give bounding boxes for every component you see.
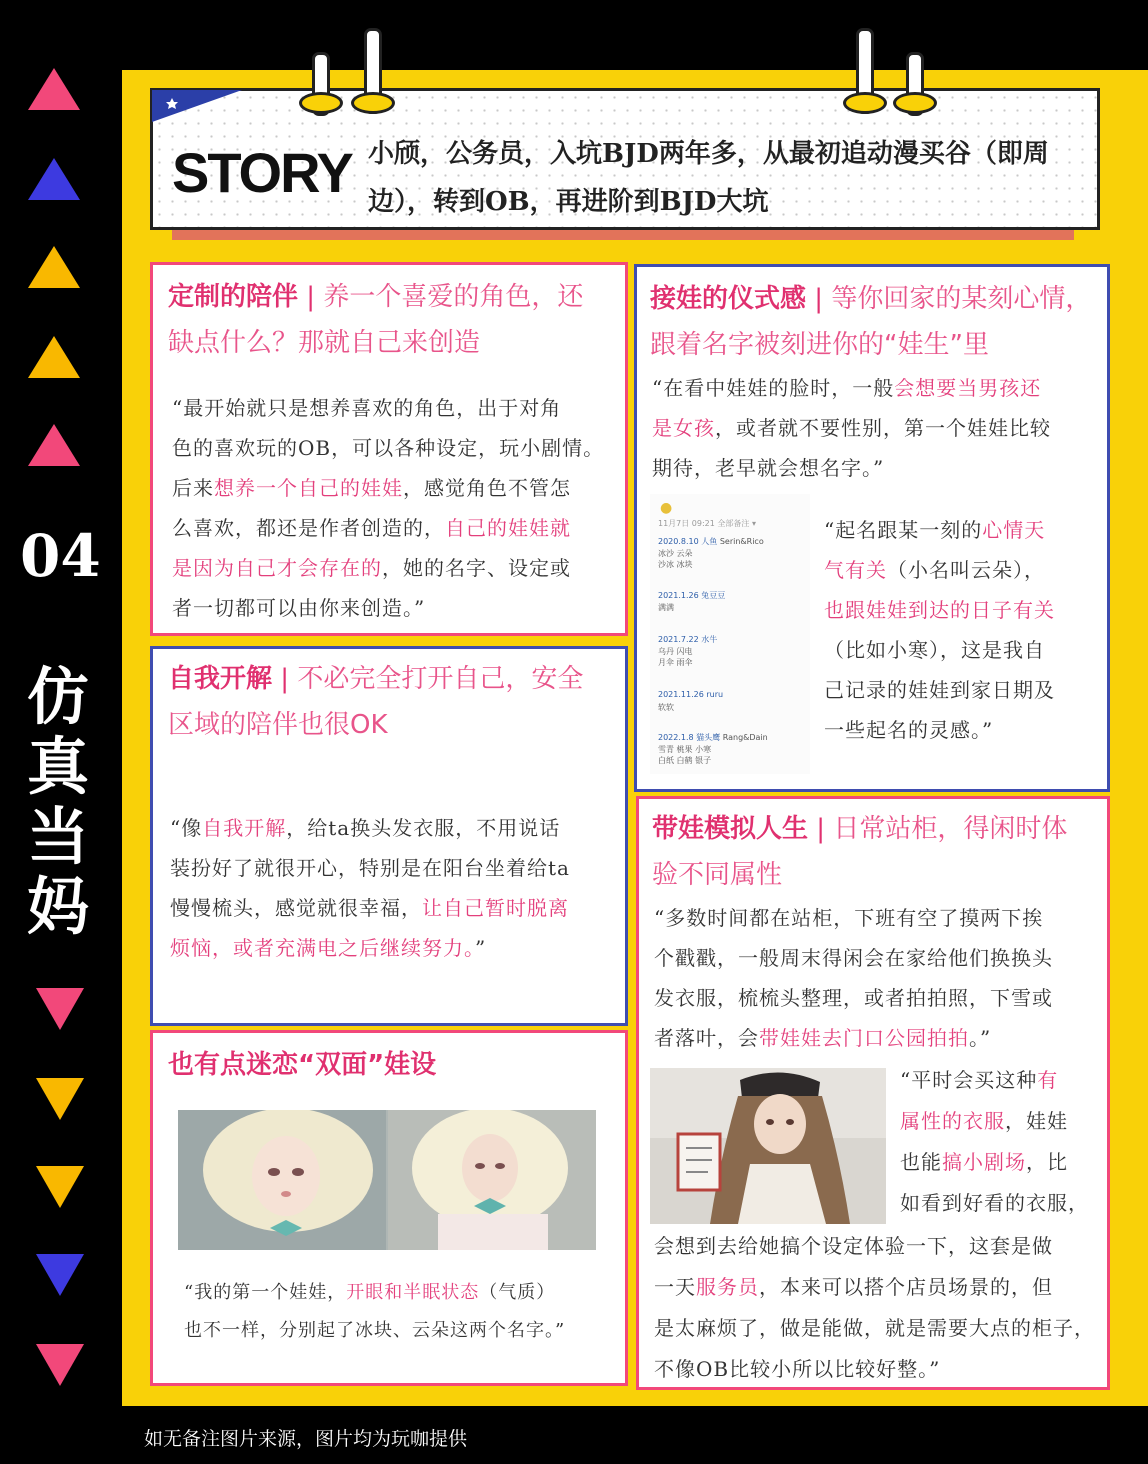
triangle-up-blue-icon (28, 158, 80, 200)
panel5-heading (652, 806, 1102, 898)
note-tag: 11月7日 09:21 全部备注 ▾ (658, 519, 756, 528)
quote-line: “最开始就只是想养喜欢的角色，出于对角 (172, 396, 562, 420)
binder-ring-base (351, 92, 395, 114)
doll-waitress-photo (650, 1068, 886, 1224)
quote-line: 者落叶，会带娃娃去门口公园拍拍。” (654, 1026, 992, 1050)
heading-bold: 带娃模拟人生 (652, 814, 809, 844)
quote-line: 么喜欢，都还是作者创造的，自己的娃娃就 (172, 516, 571, 540)
quote-line: 个戳戳，一般周末得闲会在家给他们换换头 (654, 946, 1053, 970)
quote-line: 一些起名的灵感。” (824, 718, 994, 742)
section-number: 04 (20, 522, 101, 590)
binder-ring-base (843, 92, 887, 114)
quote-line: 期待，老早就会想名字。” (652, 456, 885, 480)
triangle-down-yellow-icon (36, 1078, 84, 1120)
note-names: 乌丹 闪电 月伞 雨伞 (658, 647, 693, 667)
quote-line: 如看到好看的衣服， (900, 1191, 1089, 1215)
note-names: 雪青 桃果 小寒 白纸 白鹤 银子 (658, 745, 712, 765)
triangle-up-yellow-icon (28, 336, 80, 378)
binder-ring-base (299, 92, 343, 114)
section-title-char: 仿 (26, 660, 89, 733)
panel2-heading (168, 656, 618, 748)
heading-bold: 接娃的仪式感 (650, 284, 807, 314)
quote-line: 者一切都可以由你来创造。” (172, 596, 426, 620)
heading-bold: 也有点迷恋“双面”娃设 (168, 1050, 437, 1080)
quote-line: “起名跟某一刻的心情天 (824, 518, 1046, 542)
heading-divider: | (306, 282, 316, 312)
image-credit-footer: 如无备注图片来源，图片均为玩咖提供 (144, 1428, 468, 1450)
heading-line2: 区域的陪伴也很OK (168, 710, 388, 740)
panel3-quote (184, 1274, 614, 1350)
story-line: 边），转到OB，再进阶到BJD大坑 (368, 187, 769, 217)
note-date: 2020.8.10 人鱼 Serin&Rico (658, 537, 764, 546)
quote-line: 装扮好了就很开心，特别是在阳台坐着给ta (170, 856, 570, 880)
note-names: 满满 (658, 603, 674, 612)
heading-divider: | (816, 814, 826, 844)
quote-line: 是因为自己才会存在的，她的名字、设定或 (172, 556, 571, 580)
heading-rest: 不必完全打开自己，安全 (297, 664, 584, 694)
note-date: 2021.7.22 水牛 (658, 635, 718, 644)
section-title-char: 妈 (26, 870, 89, 943)
triangle-down-yellow-icon (36, 1166, 84, 1208)
quote-line: 也跟娃娃到达的日子有关 (824, 598, 1055, 622)
quote-line: 色的喜欢玩的OB，可以各种设定，玩小剧情。 (172, 436, 605, 460)
quote-line: 不像OB比较小所以比较好整。” (654, 1357, 941, 1381)
section-title (22, 662, 94, 942)
panel4-heading (650, 276, 1102, 368)
quote-line: 属性的衣服，娃娃 (900, 1109, 1068, 1133)
quote-line: 是女孩，或者就不要性别，第一个娃娃比较 (652, 416, 1051, 440)
quote-line: “多数时间都在站柜，下班有空了摸两下挨 (654, 906, 1044, 930)
panel5-bottom-quote (654, 1226, 1100, 1390)
story-flag-icon (152, 90, 242, 122)
triangle-up-yellow-icon (28, 246, 80, 288)
note-names: 冰沙 云朵 沙冰 冰块 (658, 549, 693, 569)
triangle-down-blue-icon (36, 1254, 84, 1296)
heading-line2: 缺点什么？那就自己来创造 (168, 328, 481, 358)
heading-bold: 自我开解 (168, 664, 273, 694)
quote-line: 烦恼，或者充满电之后继续努力。” (170, 936, 487, 960)
triangle-down-pink-icon (36, 1344, 84, 1386)
triangle-down-pink-icon (36, 988, 84, 1030)
panel1-quote (172, 388, 612, 628)
note-names: 软软 (658, 703, 674, 712)
heading-divider: | (280, 664, 290, 694)
quote-line: 发衣服，梳梳头整理，或者拍拍照，下雪或 (654, 986, 1053, 1010)
quote-line: 一天服务员，本来可以搭个店员场景的，但 (654, 1275, 1053, 1299)
quote-line: “像自我开解，给ta换头发衣服，不用说话 (170, 816, 561, 840)
heading-line2: 验不同属性 (652, 860, 783, 890)
quote-line: “在看中娃娃的脸时，一般会想要当男孩还 (652, 376, 1042, 400)
heading-rest: 等你回家的某刻心情， (831, 284, 1092, 314)
story-label: STORY (172, 141, 352, 204)
quote-line: 会想到去给她搞个设定体验一下，这套是做 (654, 1234, 1053, 1258)
quote-line: （比如小寒），这是我自 (824, 638, 1045, 662)
heading-bold: 定制的陪伴 (168, 282, 299, 312)
section-title-char: 真 (26, 730, 89, 803)
heading-divider: | (814, 284, 824, 314)
quote-line: 是太麻烦了，做是能做，就是需要大点的柜子， (654, 1316, 1095, 1340)
quote-line: “平时会买这种有 (900, 1068, 1059, 1092)
triangle-up-pink-icon (28, 424, 80, 466)
heading-line2: 跟着名字被刻进你的“娃生”里 (650, 330, 989, 360)
panel5-quote (654, 898, 1094, 1058)
note-date: 2021.1.26 兔豆豆 (658, 591, 726, 600)
quote-line: “我的第一个娃娃，开眼和半眠状态（气质） (184, 1282, 556, 1303)
quote-line: 气有关（小名叫云朵）， (824, 558, 1045, 582)
story-text (368, 130, 1068, 226)
bulb-icon: ● (660, 500, 673, 516)
section-title-char: 当 (26, 800, 89, 873)
naming-notes-screenshot (650, 494, 810, 774)
note-date: 2021.11.26 ruru (658, 690, 724, 699)
panel4-quote (652, 368, 1092, 488)
quote-line: 己记录的娃娃到家日期及 (824, 678, 1055, 702)
triangle-up-pink-icon (28, 68, 80, 110)
heading-rest: 日常站柜，得闲时体 (833, 814, 1068, 844)
binder-ring-base (893, 92, 937, 114)
quote-line: 也不一样，分别起了冰块、云朵这两个名字。” (184, 1320, 566, 1341)
panel4-side-quote (824, 510, 1094, 750)
panel1-heading (168, 274, 618, 366)
note-date: 2022.1.8 猫头鹰 Rang&Dain (658, 733, 768, 742)
quote-line: 也能搞小剧场，比 (900, 1150, 1068, 1174)
quote-line: 后来想养一个自己的娃娃，感觉角色不管怎 (172, 476, 571, 500)
panel5-side-quote (900, 1060, 1100, 1224)
panel3-heading (168, 1042, 618, 1088)
heading-rest: 养一个喜爱的角色，还 (323, 282, 584, 312)
doll-photo-pair (178, 1110, 596, 1250)
panel2-quote (170, 808, 610, 968)
story-line: 小颀，公务员，入坑BJD两年多，从最初追动漫买谷（即周 (368, 139, 1049, 169)
quote-line: 慢慢梳头，感觉就很幸福，让自己暂时脱离 (170, 896, 569, 920)
